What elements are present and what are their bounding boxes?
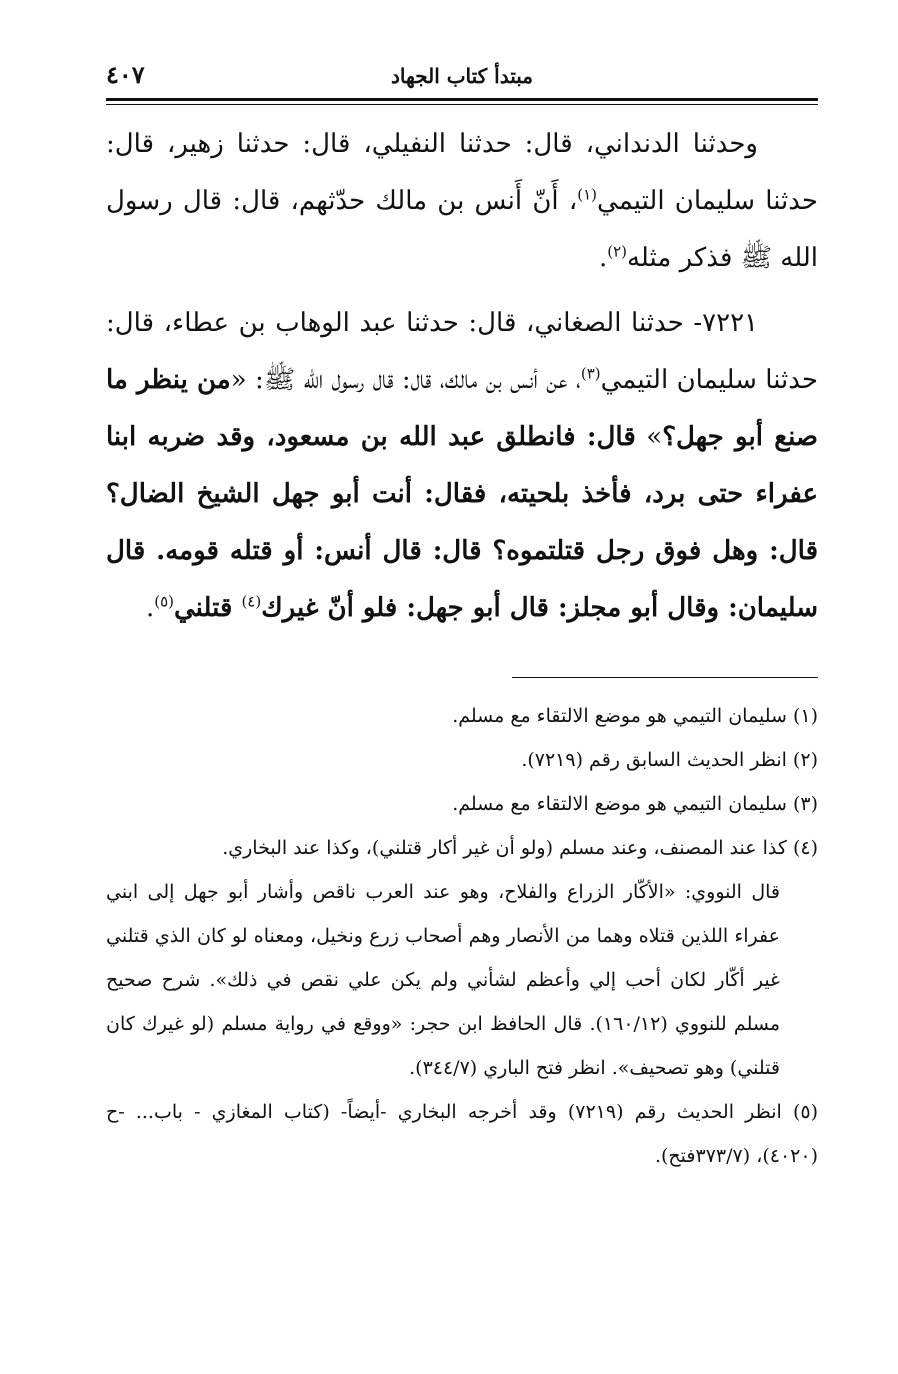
- paragraph-1: [106, 116, 818, 287]
- footnote-4-continuation: قال النووي: «الأكّار الزراع والفلاح، وهو عند العرب ناقص وأشار أبو جهل إلى ابني عفراء اللذين قتلاه وهما من الأنصار وهم أصحاب زرع ونخيل، ومعناه لو كان الذي قتلني غير أكّار لكان أحب إلي وأعظم لشأني ولم يكن علي نقص في ذلك». شرح صحيح مسلم للنووي (١٦٠/١٢). قال الحافظ ابن حجر: «ووقع في رواية مسلم (لو غيرك كان قتلني) وهو تصحيف». انظر فتح الباري (٣٤٤/٧).: [106, 881, 780, 1079]
- paragraph-1-end: .: [598, 243, 608, 273]
- page-header: [106, 58, 818, 98]
- footnote-ref-4: (٤): [241, 592, 262, 611]
- footnote-ref-3: (٣): [580, 364, 601, 383]
- quote-close: »: [635, 422, 663, 452]
- main-text: [106, 116, 818, 637]
- running-title: مبتدأ كتاب الجهاد: [390, 64, 534, 88]
- footnote-ref-1: (١): [577, 185, 598, 204]
- hadith-text-narrative: قال: فانطلق عبد الله بن مسعود، وقد ضربه ابنا عفراء حتى برد، فأخذ بلحيته، فقال: أنت أبو جهل الشيخ الضال؟ قال: وهل فوق رجل قتلتموه؟ قال: قال أنس: أو قتله قومه. قال سليمان: وقال أبو مجلز: قال أبو جهل: فلو أنّ غيرك: [106, 422, 818, 623]
- footnote-ref-2: (٢): [607, 242, 627, 261]
- page-number: ٤٠٧: [106, 60, 145, 89]
- footnotes: [106, 694, 818, 1178]
- hadith-text-question: من ينظر ما صنع أبو جهل؟: [106, 365, 818, 452]
- footnote-3: (٣) سليمان التيمي هو موضع الالتقاء مع مسلم.: [452, 793, 818, 815]
- paragraph-1-text-b: ، أَنّ أَنس بن مالك حدّثهم، قال: قال رسول الله ﷺ فذكر مثله: [106, 186, 818, 273]
- hadith-number-and-chain: ٧٢٢١- حدثنا الصغاني، قال: حدثنا عبد الوهاب بن عطاء، قال: حدثنا سليمان التيمي: [106, 308, 819, 395]
- footnote-2: (٢) انظر الحديث السابق رقم (٧٢١٩).: [521, 749, 818, 771]
- paragraph-2-end: .: [145, 593, 155, 623]
- header-rule-thin: [106, 104, 818, 105]
- header-rule-thick: [106, 98, 818, 101]
- chain-continuation: ، عن أنس بن مالك، قال: قال رسول الله ﷺ: «: [230, 365, 581, 395]
- paragraph-1-text-a: وحدثنا الدنداني، قال: حدثنا النفيلي، قال: حدثنا زهير، قال: حدثنا سليمان التيمي: [106, 129, 818, 216]
- footnote-4: (٤) كذا عند المصنف، وعند مسلم (ولو أن غير أكار قتلني)، وكذا عند البخاري.: [222, 837, 818, 859]
- footnote-5: (٥) انظر الحديث رقم (٧٢١٩) وقد أخرجه البخاري -أيضاً- (كتاب المغازي - باب... -ح (٤٠٢٠)، (٣٧٣/٧فتح).: [106, 1101, 818, 1167]
- paragraph-2-hadith-7221: [106, 295, 818, 637]
- footnote-separator: [512, 677, 818, 678]
- footnote-ref-5: (٥): [154, 592, 174, 611]
- footnote-1: (١) سليمان التيمي هو موضع الالتقاء مع مسلم.: [452, 705, 818, 727]
- hadith-text-ending: قتلني: [173, 593, 242, 623]
